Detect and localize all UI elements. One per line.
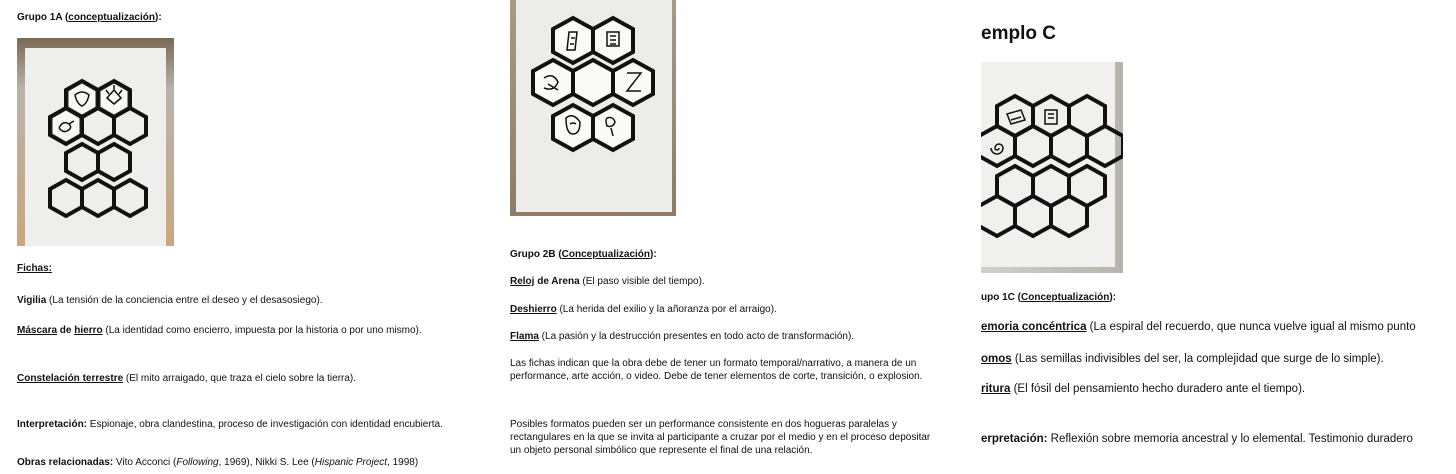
paragraph-posibles-formatos: Posibles formatos pueden ser un performance consistente en dos hogueras paralelas y rectangulares en la que se invita al participante a cruzar por el medio y en el proceso depositar un objeto personal simbólico que represente el final de una relación. <box>510 419 931 456</box>
fichas-label: Fichas: <box>17 263 53 274</box>
heading-ejemplo-c: emplo C <box>981 23 1056 44</box>
ficha-vigilia: Vigilia (La tensión de la conciencia entre el deseo y el desasosiego). <box>17 295 323 306</box>
heading-grupo-1c: upo 1C (Conceptualización): <box>981 292 1117 303</box>
ficha-reloj-de-arena: Reloj de Arena (El paso visible del tiempo). <box>510 276 705 287</box>
obras-relacionadas: Obras relacionadas: Vito Acconci (Following, 1969), Nikki S. Lee (Hispanic Project, 1998) <box>17 457 419 468</box>
heading-grupo-1a: Grupo 1A (conceptualización): <box>17 12 162 23</box>
column-grupo-1c <box>981 0 1456 474</box>
heading-grupo-2b: Grupo 2B (Conceptualización): <box>510 249 657 260</box>
interpretacion-1a: Interpretación: Espionaje, obra clandestina, proceso de investigación con identidad encubierta. <box>17 419 443 430</box>
ficha-mascara-de-hierro: Máscara de hierro (La identidad como encierro, impuesta por la historia o por uno mismo). <box>17 325 422 336</box>
ficha-constelacion-terrestre: Constelación terrestre (El mito arraigado, que traza el cielo sobre la tierra). <box>17 373 357 384</box>
hex-board-2b-illustration <box>510 0 676 216</box>
ficha-flama: Flama (La pasión y la destrucción presentes en todo acto de transformación). <box>510 331 855 342</box>
hex-board-1a-illustration <box>17 38 174 246</box>
hex-board-1c-illustration <box>981 62 1123 273</box>
interpretacion-1c: erpretación: Reflexión sobre memoria ancestral y lo elemental. Testimonio duradero <box>981 433 1413 445</box>
ficha-memoria-concentrica: emoria concéntrica (La espiral del recuerdo, que nunca vuelve igual al mismo punto <box>981 321 1416 333</box>
photo-hex-board-1c <box>981 62 1123 273</box>
ficha-atomos: omos (Las semillas indivisibles del ser, la complejidad que surge de lo simple). <box>981 353 1384 365</box>
paragraph-formato: Las fichas indican que la obra debe de tener un formato temporal/narrativo, a manera de un performance, arte acción, o video. Debe de tener elementos de corte, transición, o explosion. <box>510 358 923 382</box>
photo-hex-board-1a <box>17 38 174 246</box>
photo-hex-board-2b <box>510 0 676 216</box>
ficha-escritura: ritura (El fósil del pensamiento hecho duradero ante el tiempo). <box>981 383 1306 395</box>
ficha-deshierro: Deshierro (La herida del exilio y la añoranza por el arraigo). <box>510 304 777 315</box>
